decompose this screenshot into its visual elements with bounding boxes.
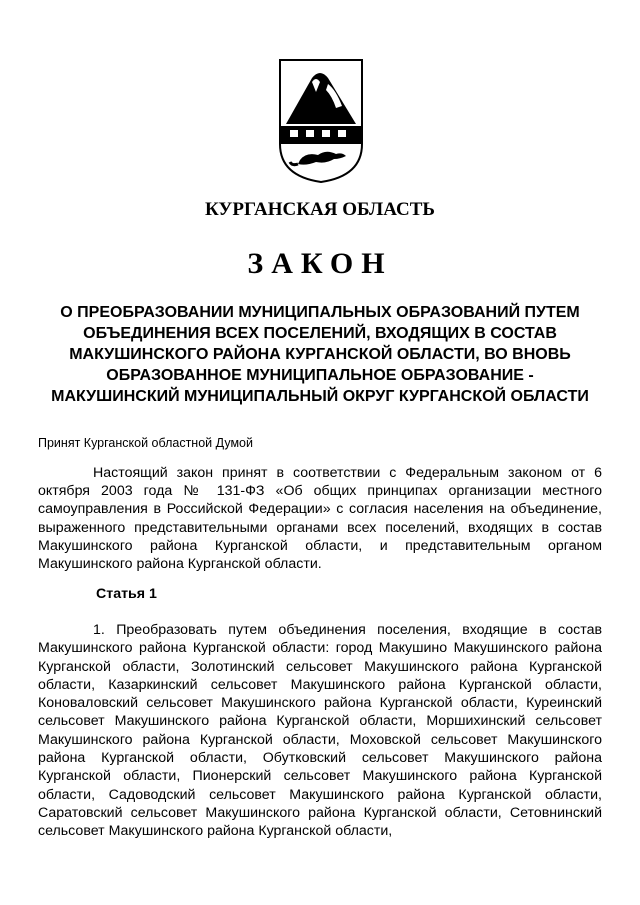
article-heading: Статья 1 xyxy=(96,586,157,602)
adopted-by-line: Принят Курганской областной Думой xyxy=(38,436,253,450)
document-type-heading: ЗАКОН xyxy=(247,247,393,280)
region-heading: КУРГАНСКАЯ ОБЛАСТЬ xyxy=(205,199,435,220)
preamble-paragraph: Настоящий закон принят в соответствии с Федеральным законом от 6 октября 2003 года № 131-ФЗ «Об общих принципах организации местного самоуправления в Российской Федерации» с согласия населения на объединение, выраженного представительными органами всех поселений, входящих в состав Макушинского района Курганской области, и представительным органом Макушинского района Курганской области. xyxy=(38,465,602,573)
article-item-paragraph: 1. Преобразовать путем объединения поселения, входящие в состав Макушинского района Курганской области: город Макушино Макушинского района Курганской области, Золотинский сельсовет Макушинского района Курганской области, Казаркинский сельсовет Макушинского района Курганской области, Коноваловский сельсовет Макушинского района Курганской области, Куреинский сельсовет Макушинского района Курганской области, Моршихинский сельсовет Макушинского района Курганской области, Моховской сельсовет Макушинского района Курганской области, Обутковский сельсовет Макушинского района Курганской области, Пионерский сельсовет Макушинского района Курганской области, Садоводский сельсовет Макушинского района Курганской области, Саратовский сельсовет Макушинского района Курганской области, Сетовнинский сельсовет Макушинского района Курганской области, xyxy=(38,622,602,840)
coat-of-arms-icon xyxy=(276,56,366,186)
law-title: О ПРЕОБРАЗОВАНИИ МУНИЦИПАЛЬНЫХ ОБРАЗОВАНИЙ ПУТЕМ ОБЪЕДИНЕНИЯ ВСЕХ ПОСЕЛЕНИЙ, ВХОДЯЩИХ В СОСТАВ МАКУШИНСКОГО РАЙОНА КУРГАНСКОЙ ОБЛАСТИ, ВО ВНОВЬ ОБРАЗОВАННОЕ МУНИЦИПАЛЬНОЕ ОБРАЗОВАНИЕ - МАКУШИНСКИЙ МУНИЦИПАЛЬНЫЙ ОКРУГ КУРГАНСКОЙ ОБЛАСТИ xyxy=(51,304,589,405)
